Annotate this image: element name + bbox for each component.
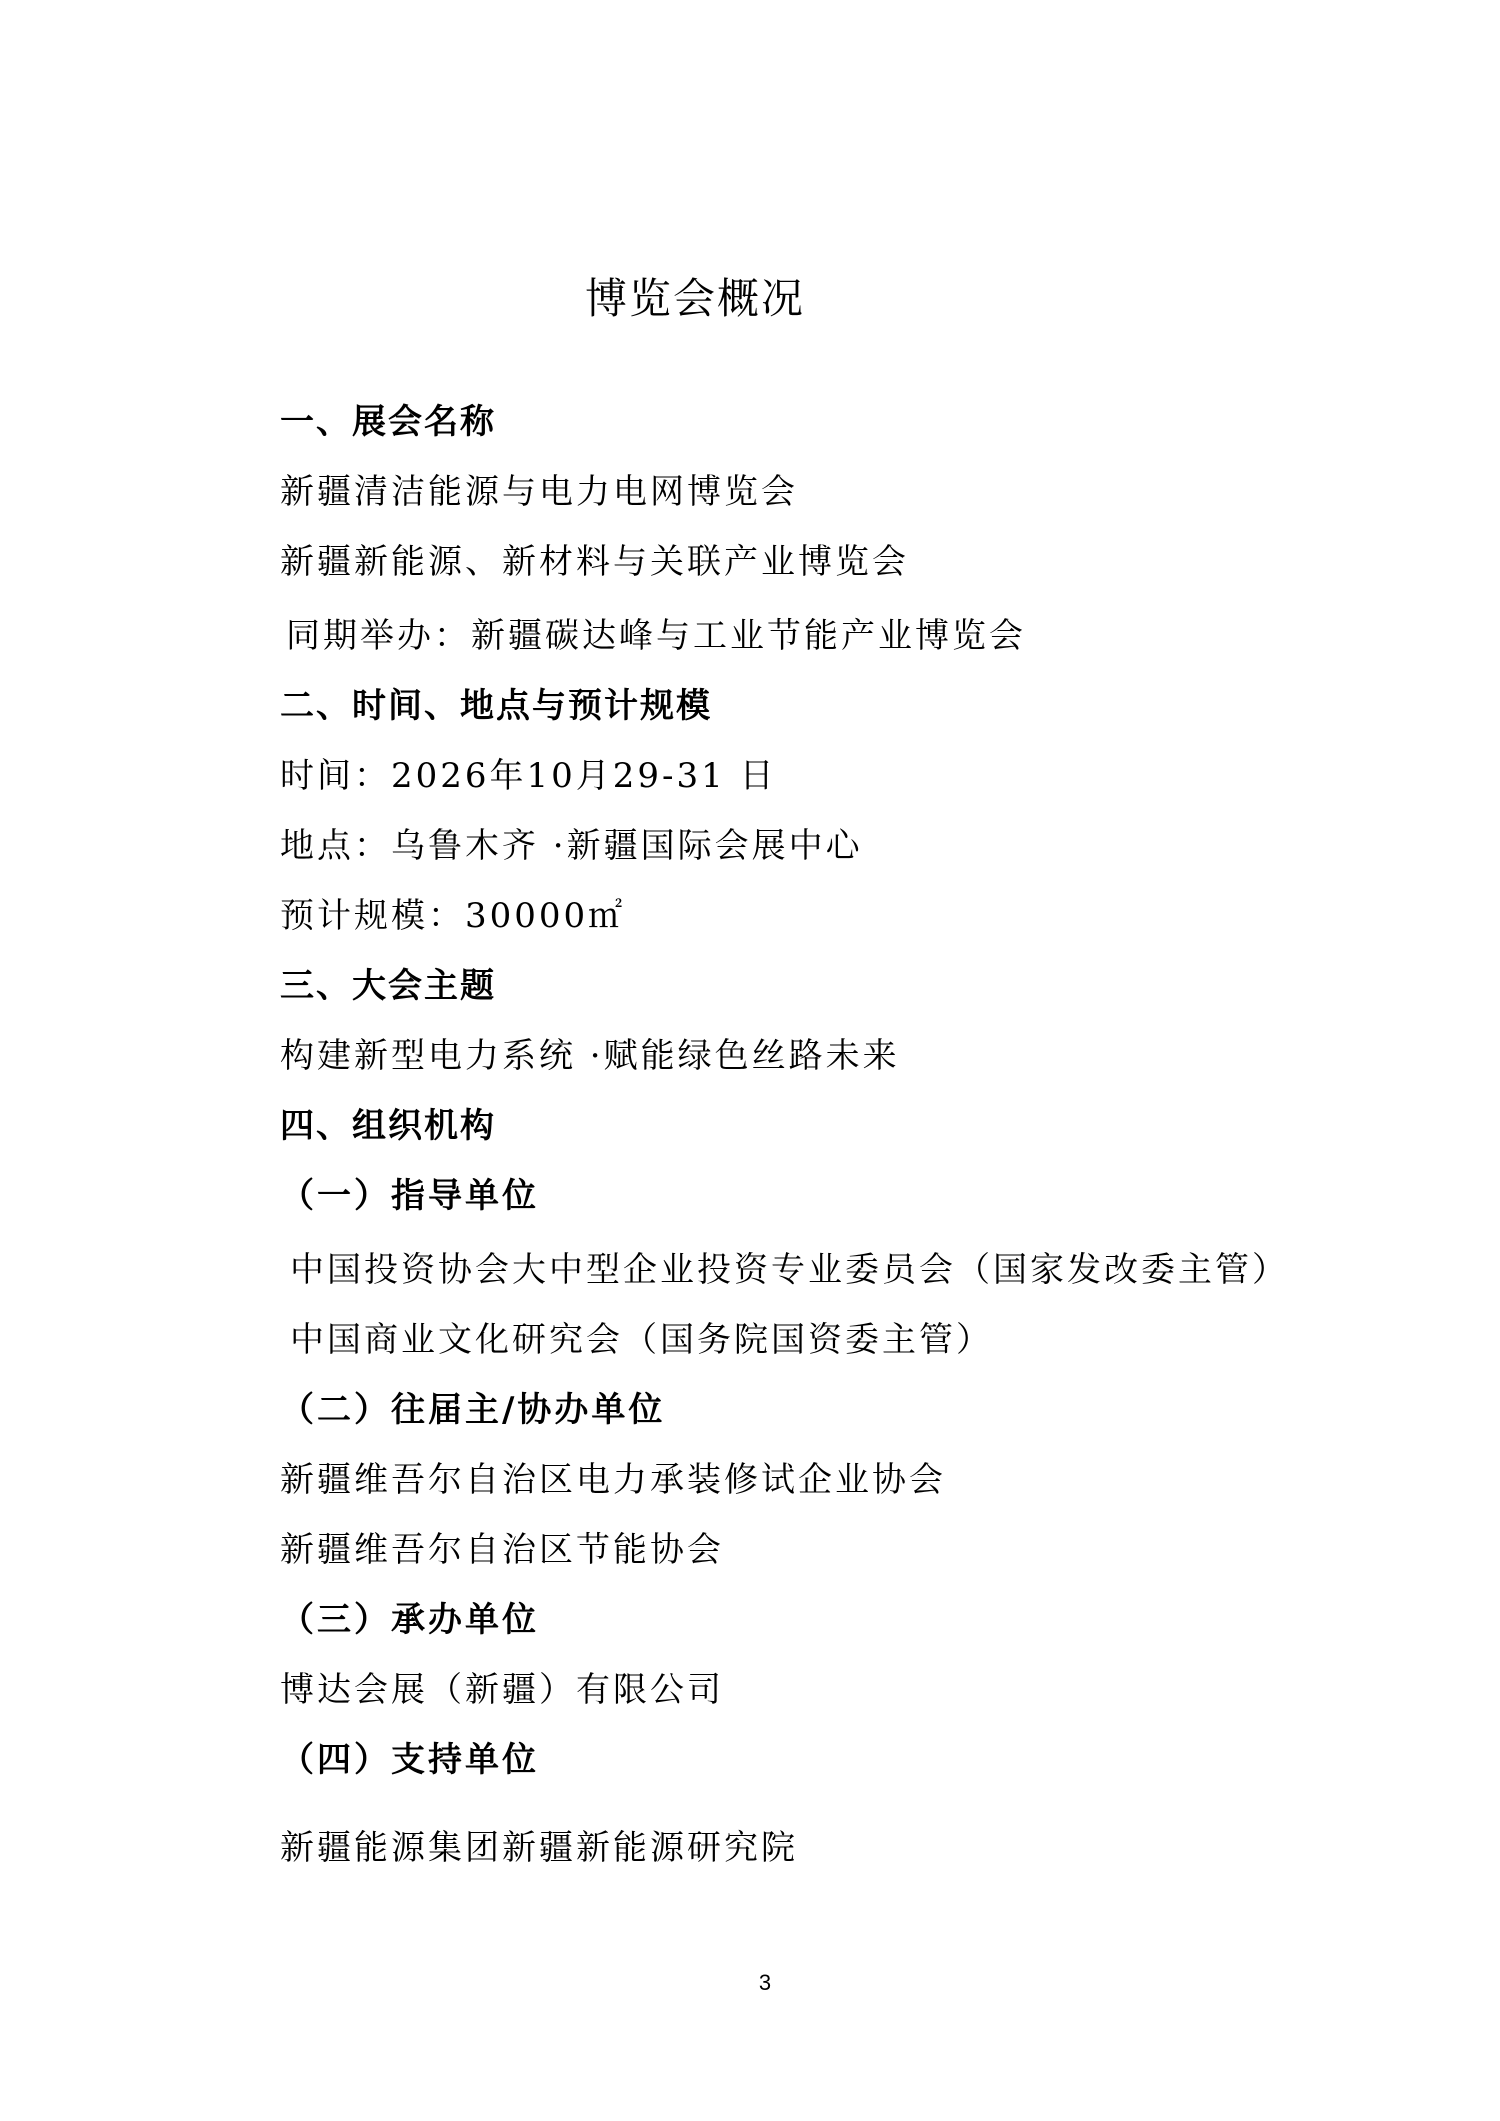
section-heading-theme: 三、大会主题	[280, 966, 496, 1006]
subheading-guiding-units: （一）指导单位	[280, 1176, 539, 1216]
section-heading-organization: 四、组织机构	[280, 1106, 496, 1146]
page-title: 博览会概况	[584, 274, 805, 323]
support-unit-line: 新疆能源集团新疆新能源研究院	[280, 1828, 798, 1868]
concurrent-event-line: 同期举办：新疆碳达峰与工业节能产业博览会	[286, 616, 1026, 656]
subheading-organizer: （三）承办单位	[280, 1600, 539, 1640]
section-heading-time-place: 二、时间、地点与预计规模	[280, 686, 712, 726]
guiding-unit-line: 中国商业文化研究会（国务院国资委主管）	[290, 1320, 993, 1360]
theme-line: 构建新型电力系统 ·赋能绿色丝路未来	[280, 1036, 900, 1076]
exhibition-name-line: 新疆清洁能源与电力电网博览会	[280, 472, 798, 512]
page-number: 3	[758, 1970, 772, 1995]
organizer-line: 博达会展（新疆）有限公司	[280, 1670, 724, 1710]
section-heading-name: 一、展会名称	[280, 402, 496, 442]
subheading-previous-hosts: （二）往届主/协办单位	[280, 1390, 666, 1430]
exhibition-name-line: 新疆新能源、新材料与关联产业博览会	[280, 542, 909, 582]
venue-line: 地点：乌鲁木齐 ·新疆国际会展中心	[280, 826, 863, 866]
previous-host-line: 新疆维吾尔自治区节能协会	[280, 1530, 724, 1570]
subheading-support-units: （四）支持单位	[280, 1740, 539, 1780]
time-line: 时间：2026年10月29-31 日	[280, 756, 777, 796]
scale-line: 预计规模：30000㎡	[280, 896, 626, 936]
guiding-unit-line: 中国投资协会大中型企业投资专业委员会（国家发改委主管）	[290, 1250, 1289, 1290]
previous-host-line: 新疆维吾尔自治区电力承装修试企业协会	[280, 1460, 946, 1500]
